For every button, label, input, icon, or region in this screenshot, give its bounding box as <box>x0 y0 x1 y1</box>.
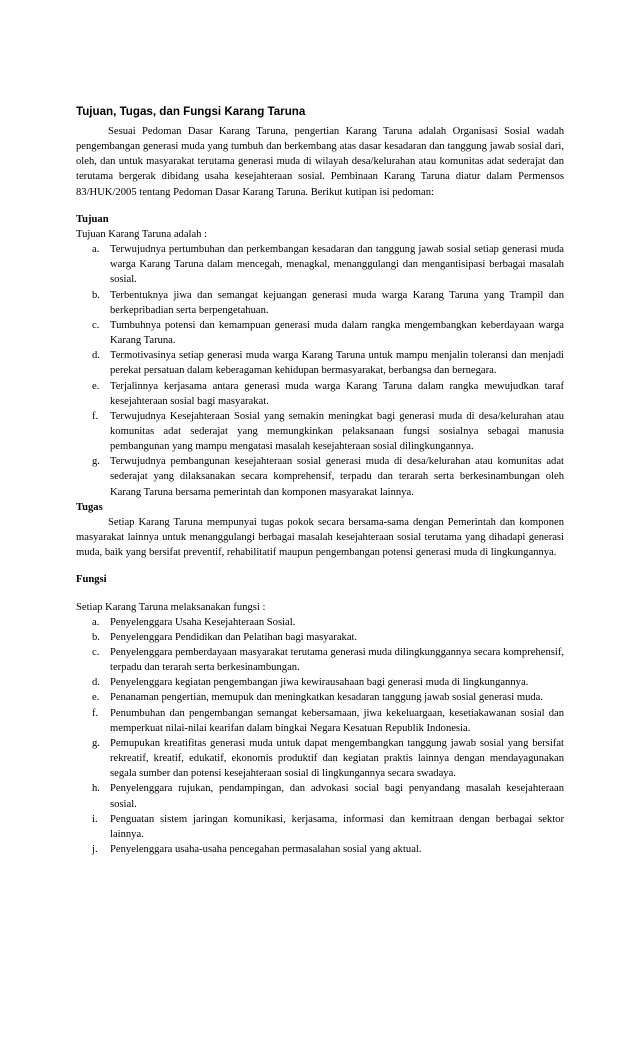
list-marker: g. <box>92 456 100 468</box>
list-item-text: Penyelenggara usaha-usaha pencegahan permasalahan sosial yang aktual. <box>110 844 422 856</box>
fungsi-item <box>76 781 564 811</box>
list-item-text: Terjalinnya kerjasama antara generasi muda warga Karang Taruna dalam rangka mewujudkan taraf kesejahteraan sosial bagi masyarakat. <box>110 380 564 407</box>
list-item-text: Pemupukan kreatifitas generasi muda untuk dapat mengembangkan tanggung jawab sosial yang bersifat rekreatif, kreatif, edukatif, ekonomis produktif dan kegiatan praktis lainnya dengan mendayagunakan segala sumber dan potensi kesejahteraan sosial di lingkungannya secara swadaya. <box>110 737 564 780</box>
list-item-text: Penumbuhan dan pengembangan semangat kebersamaan, jiwa kekeluargaan, kesetiakawanan sosial dan memperkuat nilai-nilai kearifan dalam bingkai Negara Kesatuan Republik Indonesia. <box>110 707 564 734</box>
list-item-text: Penguatan sistem jaringan komunikasi, kerjasama, informasi dan kemitraan dengan berbagai sektor lainnya. <box>110 813 564 840</box>
list-item-text: Termotivasinya setiap generasi muda warga Karang Taruna untuk mampu menjalin toleransi dan menjadi perekat persatuan dalam keberagaman kehidupan bermasyarakat, berbangsa dan bernegara. <box>110 350 564 377</box>
tujuan-item <box>76 242 564 287</box>
list-marker: c. <box>92 319 100 331</box>
list-marker: h. <box>92 783 100 795</box>
tujuan-item <box>76 348 564 378</box>
list-marker: b. <box>92 289 100 301</box>
list-marker: a. <box>92 244 100 256</box>
list-item-text: Tumbuhnya potensi dan kemampuan generasi muda dalam rangka mengembangkan keberdayaan warga Karang Taruna. <box>110 319 564 347</box>
list-item-text: Terbentuknya jiwa dan semangat kejuangan generasi muda warga Karang Taruna yang Trampil dan berkepribadian serta berpengetahuan. <box>110 289 564 316</box>
fungsi-item <box>76 630 564 645</box>
fungsi-item <box>76 812 564 842</box>
fungsi-item <box>76 675 564 690</box>
fungsi-item <box>76 690 564 705</box>
tujuan-item <box>76 318 564 348</box>
tujuan-item <box>76 454 564 499</box>
list-marker: c. <box>92 647 100 658</box>
list-marker: e. <box>92 380 100 392</box>
tugas-paragraph: Setiap Karang Taruna mempunyai tugas pokok secara bersama-sama dengan Pemerintah dan komponen masyarakat lainnya untuk menanggulangi berbagai masalah kesejahteraan sosial terutama yang dihadapi generasi muda, baik yang bersifat preventif, rehabilitatif maupun pengembangan potensi generasi muda di lingkungannya. <box>76 516 564 559</box>
fungsi-item <box>76 842 564 857</box>
list-marker: d. <box>92 677 100 689</box>
tujuan-lead: Tujuan Karang Taruna adalah : <box>76 228 208 240</box>
fungsi-heading: Fungsi <box>76 574 107 586</box>
list-item-text: Terwujudnya pertumbuhan dan perkembangan kesadaran dan tanggung jawab sosial setiap generasi muda warga Karang Taruna dalam mencegah, menagkal, menanggulangi dan mengantisipasi berbagai masalah sosial. <box>110 244 564 286</box>
fungsi-list <box>76 615 564 858</box>
tujuan-item <box>76 288 564 318</box>
list-item-text: Penyelenggara pemberdayaan masyarakat terutama generasi muda dilingkunggannya secara komprehensif, terpadu dan terarah serta berkesinambungan. <box>110 647 564 674</box>
document-body <box>76 104 564 857</box>
tujuan-item <box>76 379 564 409</box>
list-marker: i. <box>92 813 98 825</box>
list-marker: f. <box>92 707 99 719</box>
tugas-heading: Tugas <box>76 501 103 513</box>
list-marker: e. <box>92 692 100 704</box>
tujuan-heading: Tujuan <box>76 213 109 225</box>
fungsi-item <box>76 706 564 736</box>
fungsi-lead: Setiap Karang Taruna melaksanakan fungsi : <box>76 601 266 613</box>
list-marker: b. <box>92 631 100 643</box>
fungsi-item <box>76 736 564 781</box>
list-marker: f. <box>92 410 99 422</box>
list-marker: g. <box>92 737 100 749</box>
list-item-text: Terwujudnya pembangunan kesejahteraan sosial generasi muda di desa/kelurahan atau komunitas adat sederajat yang dilaksanakan secara komprehensif, terpadu dan terarah serta berkesinambungan oleh Karang Taruna bersama pemerintah dan komponen masyarakat lainnya. <box>110 456 564 498</box>
document-title: Tujuan, Tugas, dan Fungsi Karang Taruna <box>76 105 306 118</box>
list-item-text: Penyelenggara rujukan, pendampingan, dan advokasi social bagi penyandang masalah kesejahteraan sosial. <box>110 783 564 810</box>
list-marker: j. <box>92 844 98 856</box>
list-item-text: Penyelenggara Usaha Kesejahteraan Sosial. <box>110 616 296 628</box>
list-item-text: Penyelenggara Pendidikan dan Pelatihan bagi masyarakat. <box>110 631 358 643</box>
tujuan-list <box>76 242 564 500</box>
fungsi-item <box>76 645 564 675</box>
list-item-text: Terwujudnya Kesejahteraan Sosial yang semakin meningkat bagi generasi muda di desa/kelurahan atau komunitas adat sederajat yang memungkinkan pelaksanaan fungsi sosialnya sebagai manusia pembangunan yang mampu mengatasi masalah kesejahteraan sosial dilingkungannya. <box>110 410 564 453</box>
list-marker: a. <box>92 616 100 628</box>
list-marker: d. <box>92 350 100 362</box>
list-item-text: Penyelenggara kegiatan pengembangan jiwa kewirausahaan bagi generasi muda di lingkungannya. <box>110 677 529 689</box>
intro-paragraph: Sesuai Pedoman Dasar Karang Taruna, pengertian Karang Taruna adalah Organisasi Sosial wadah pengembangan generasi muda yang tumbuh dan berkembang atas dasar kesadaran dan tanggung jawab sosial dari, oleh, dan untuk masyarakat terutama generasi muda di wilayah desa/kelurahan atau komunitas adat sederajat dan terutama bergerak dibidang usaha kesejahteraan sosial. Pembinaan Karang Taruna diatur dalam Permensos 83/HUK/2005 tentang Pedoman Dasar Karang Taruna. Berikut kutipan isi pedoman: <box>76 126 564 198</box>
list-item-text: Penanaman pengertian, memupuk dan meningkatkan kesadaran tanggung jawab sosial generasi muda. <box>110 692 544 704</box>
tujuan-item <box>76 409 564 454</box>
fungsi-item <box>76 615 564 630</box>
